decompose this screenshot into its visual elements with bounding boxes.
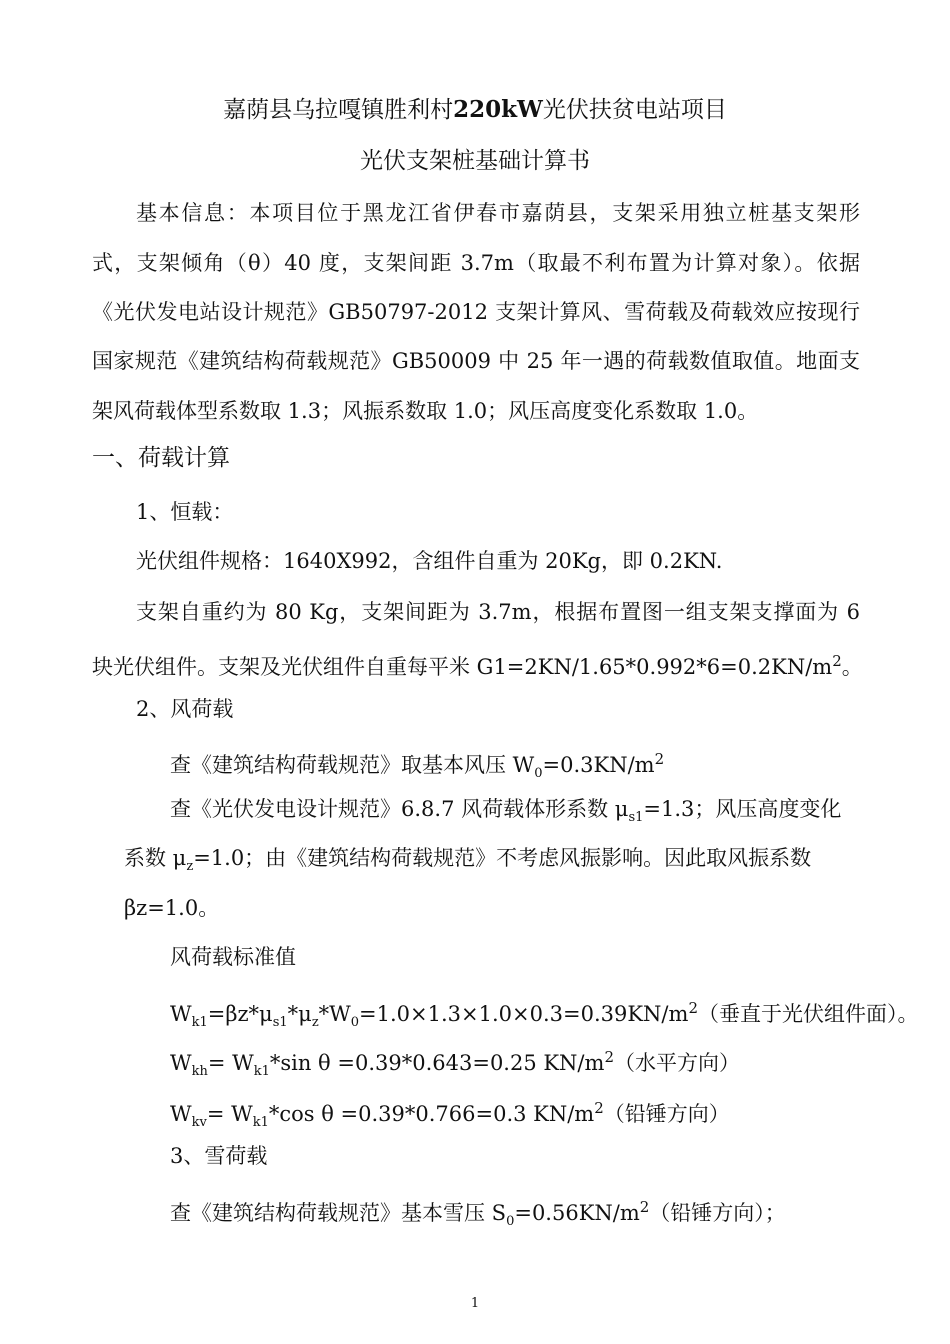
support-weight-line-1: 支架自重约为 80 Kg，支架间距为 3.7m，根据布置图一组支架支撑面为 6: [136, 600, 860, 624]
intro-line-1: 基本信息：本项目位于黑龙江省伊春市嘉荫县，支架采用独立桩基支架形: [136, 201, 860, 225]
title-capacity: 220kW: [453, 96, 543, 123]
formula-wkv: [170, 1093, 730, 1129]
text-part: （铅锤方向）: [603, 1102, 730, 1126]
subscript: 0: [534, 766, 543, 781]
text-part: =βz*μ: [207, 1002, 273, 1026]
text-part: W: [170, 1002, 192, 1026]
text-part: 查《光伏发电设计规范》6.8.7 风荷载体形系数 μ: [170, 797, 629, 821]
text-part: =1.0×1.3×1.0×0.3=0.39KN/m: [359, 1002, 689, 1026]
module-spec-text: 光伏组件规格：1640X992，含组件自重为 20Kg，即 0.2KN.: [136, 549, 723, 573]
section-heading-load-calc: 一、荷载计算: [92, 445, 230, 471]
text-part: 系数 μ: [124, 846, 187, 870]
superscript: 2: [604, 1048, 614, 1066]
text-part: 查《建筑结构荷载规范》基本雪压 S: [170, 1201, 507, 1225]
subscript: k1: [252, 1115, 269, 1130]
intro-line-2: 式，支架倾角（θ）40 度，支架间距 3.7m（取最不利布置为计算对象）。依据: [92, 251, 860, 275]
title-part: 嘉荫县乌拉嘎镇胜利村: [223, 97, 454, 123]
text-part: 块光伏组件。支架及光伏组件自重每平米 G1=2KN/1.65*0.992*6=0.2KN/m: [92, 655, 833, 679]
basic-snow-pressure: [170, 1192, 786, 1228]
superscript: 2: [688, 999, 698, 1017]
text-part: W: [170, 1102, 192, 1126]
subscript: z: [186, 859, 194, 874]
superscript: 2: [639, 1198, 650, 1216]
text-part: （水平方向）: [613, 1051, 740, 1075]
subscript: k1: [253, 1064, 270, 1079]
title-part: 光伏扶贫电站项目: [542, 97, 727, 123]
wind-coef-line-1: [170, 794, 841, 824]
text-part: *μ: [287, 1002, 312, 1026]
subscript: kv: [191, 1115, 207, 1130]
subscript: k1: [191, 1015, 208, 1030]
subscript: 0: [350, 1015, 360, 1030]
text-part: = W: [206, 1102, 253, 1126]
subscript: s1: [272, 1015, 288, 1030]
superscript: 2: [654, 750, 665, 768]
text-part: =1.0；由《建筑结构荷载规范》不考虑风振影响。因此取风振系数: [193, 846, 812, 870]
formula-wk1: [170, 993, 918, 1029]
intro-line-5: 架风荷载体型系数取 1.3；风振系数取 1.0；风压高度变化系数取 1.0。: [92, 399, 759, 423]
text-part: *sin θ =0.39*0.643=0.25 KN/m: [269, 1051, 605, 1075]
doc-title-line1: [0, 93, 950, 127]
wind-coef-line-2: [124, 843, 811, 873]
intro-line-4: 国家规范《建筑结构荷载规范》GB50009 中 25 年一遇的荷载数值取值。地面支: [92, 349, 860, 373]
basic-wind-pressure: [170, 744, 664, 780]
superscript: 2: [832, 652, 842, 670]
text-part: *W: [318, 1002, 351, 1026]
text-part: W: [170, 1051, 192, 1075]
subsection-dead-load: 1、恒载：: [136, 500, 234, 524]
formula-wkh: [170, 1042, 740, 1078]
text-part: 。: [841, 655, 863, 679]
text-part: =0.56KN/m: [514, 1201, 640, 1225]
intro-line-3: 《光伏发电站设计规范》GB50797-2012 支架计算风、雪荷载及荷载效应按现行: [92, 300, 860, 324]
text-part: *cos θ =0.39*0.766=0.3 KN/m: [268, 1102, 595, 1126]
text-part: （铅锤方向）；: [649, 1201, 786, 1225]
page-number: 1: [470, 1296, 480, 1311]
superscript: 2: [594, 1099, 604, 1117]
subsection-wind-load: 2、风荷载: [136, 697, 234, 721]
subsection-snow-load: 3、雪荷载: [170, 1144, 268, 1168]
wind-standard-label: 风荷载标准值: [170, 945, 296, 969]
subscript: 0: [506, 1214, 515, 1229]
wind-coef-line-3: βz=1.0。: [124, 896, 220, 920]
text-part: =0.3KN/m: [542, 753, 655, 777]
subscript: s1: [628, 810, 644, 825]
text-part: （垂直于光伏组件面）。: [697, 1002, 919, 1026]
text-part: = W: [207, 1051, 254, 1075]
text-part: 查《建筑结构荷载规范》取基本风压 W: [170, 753, 535, 777]
text-part: =1.3；风压高度变化: [643, 797, 842, 821]
subscript: z: [311, 1015, 319, 1030]
subscript: kh: [191, 1064, 208, 1079]
support-weight-line-2: [92, 646, 863, 682]
doc-title-line2: 光伏支架桩基础计算书: [360, 148, 590, 174]
